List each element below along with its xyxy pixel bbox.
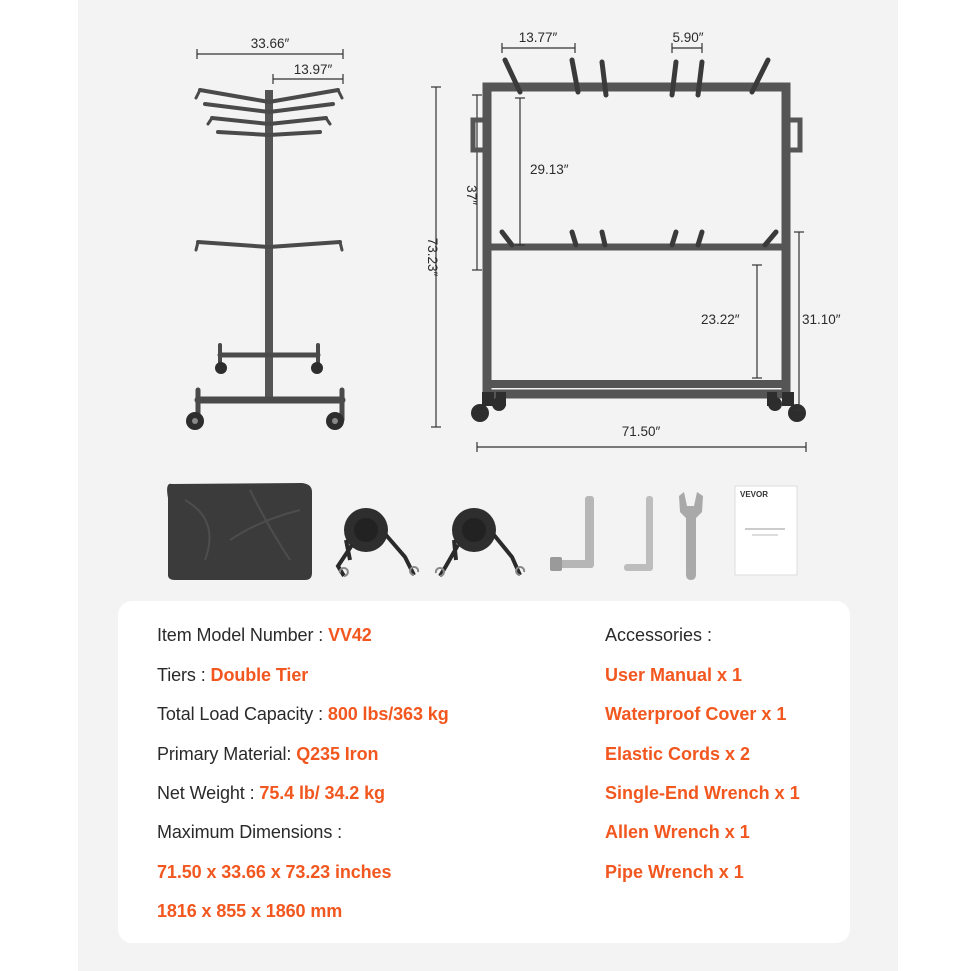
elastic-cord-image: [436, 508, 524, 576]
max-dimensions-inches: 71.50 x 33.66 x 73.23 inches: [157, 862, 392, 882]
model-value: VV42: [328, 625, 372, 645]
material-label: Primary Material:: [157, 744, 297, 764]
accessory-item: Single-End Wrench x 1: [605, 783, 800, 803]
max-dimensions-mm: 1816 x 855 x 1860 mm: [157, 901, 343, 921]
tiers-row: [157, 665, 308, 686]
spec-card: [118, 601, 850, 943]
weight-row: [157, 783, 385, 804]
accessory-item: User Manual x 1: [605, 665, 743, 685]
material-value: Q235 Iron: [296, 744, 379, 764]
accessory-item: Pipe Wrench x 1: [605, 862, 744, 882]
pipe-wrench-image: [550, 496, 594, 571]
manual-brand: VEVOR: [740, 490, 769, 499]
hook-span-label: 13.77″: [518, 30, 558, 45]
max-dimensions-inches-row: [157, 862, 391, 883]
max-dimensions-label: Maximum Dimensions :: [157, 822, 343, 842]
load-row: [157, 704, 449, 725]
lower-clearance-label: 23.22″: [701, 312, 740, 327]
material-row: [157, 744, 378, 765]
user-manual-image: [735, 486, 797, 575]
load-value: 800 lbs/363 kg: [327, 704, 449, 724]
waterproof-cover-image: [167, 483, 312, 580]
accessory-item: Elastic Cords x 2: [605, 744, 751, 764]
accessory-item: Allen Wrench x 1: [605, 822, 750, 842]
side-width-label: 33.66″: [250, 36, 290, 51]
single-end-wrench-image: [679, 492, 703, 580]
allen-wrench-image: [624, 496, 653, 571]
weight-label: Net Weight :: [157, 783, 260, 803]
elastic-cord-image: [338, 508, 418, 576]
accessories-title: Accessories :: [605, 625, 713, 645]
tier-height-label: 37″: [464, 185, 479, 205]
weight-value: 75.4 lb/ 34.2 kg: [259, 783, 385, 803]
model-row: [157, 625, 372, 646]
hook-gap-label: 5.90″: [672, 30, 704, 45]
load-label: Total Load Capacity :: [157, 704, 328, 724]
front-view-rack: [473, 87, 800, 394]
tiers-value: Double Tier: [210, 665, 309, 685]
total-height-label: 73.23″: [425, 237, 440, 277]
tiers-label: Tiers :: [157, 665, 211, 685]
model-label: Item Model Number :: [157, 625, 329, 645]
max-dimensions-mm-row: [157, 901, 342, 922]
side-arm-label: 13.97″: [293, 62, 333, 77]
total-length-label: 71.50″: [621, 424, 661, 439]
lower-tier-height-label: 31.10″: [802, 312, 841, 327]
upper-clearance-label: 29.13″: [530, 162, 569, 177]
accessory-item: Waterproof Cover x 1: [605, 704, 787, 724]
